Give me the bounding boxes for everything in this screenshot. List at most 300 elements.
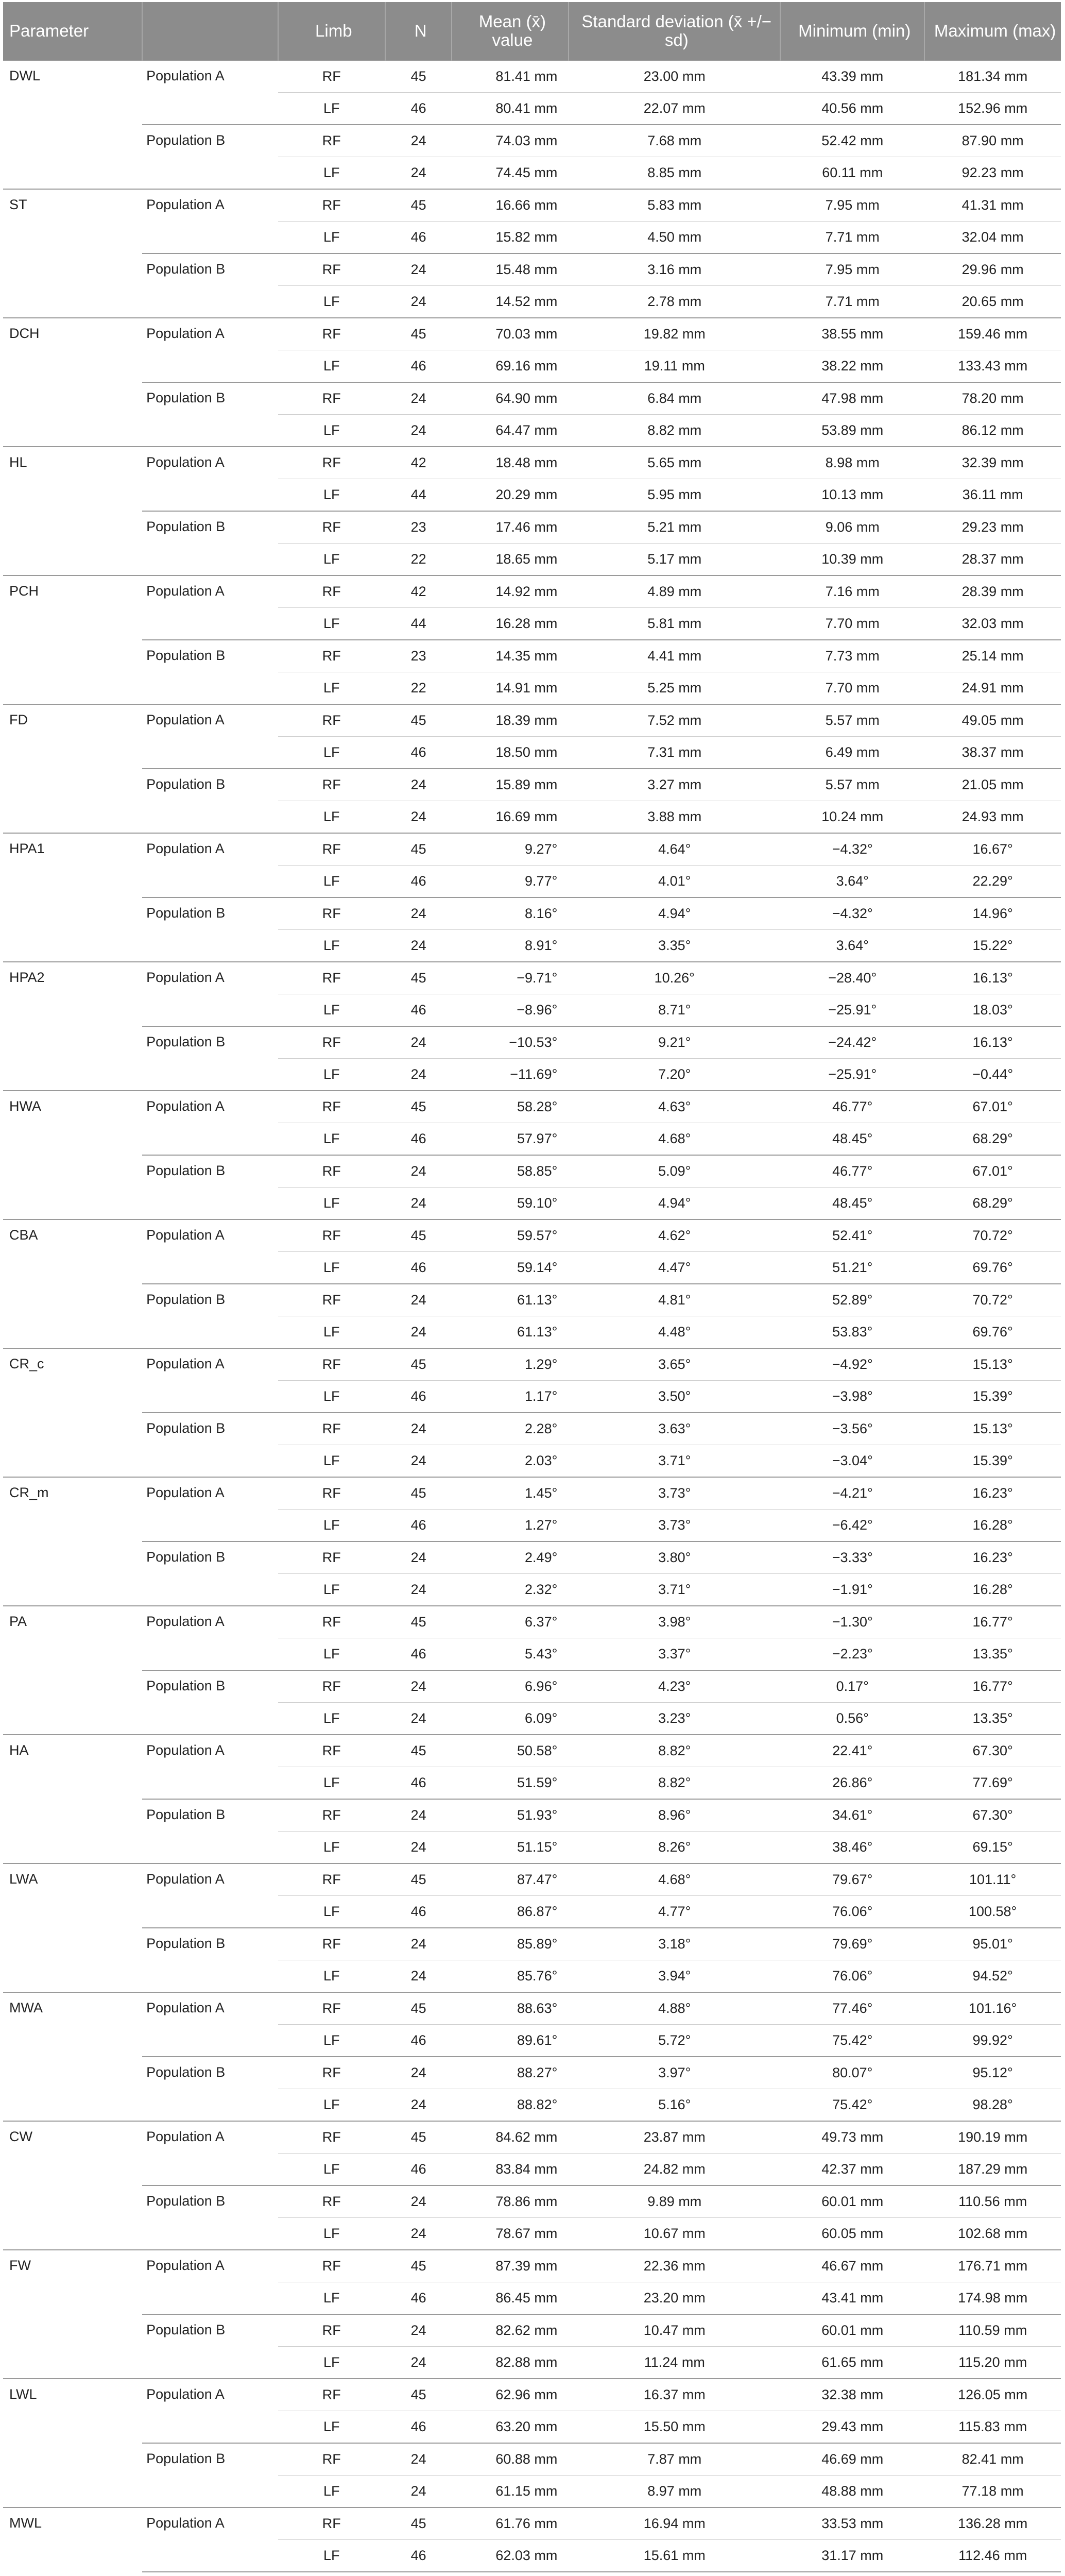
n-cell: 24 (385, 157, 452, 190)
max-cell: 152.96 mm (924, 93, 1061, 125)
mean-cell: 51.93° (452, 1799, 569, 1832)
population-cell: Population B (142, 1284, 278, 1348)
min-cell: 43.41 mm (780, 2282, 924, 2315)
mean-cell: 74.45 mm (452, 157, 569, 190)
limb-cell: RF (278, 897, 385, 930)
mean-cell: 14.35 mm (452, 640, 569, 672)
mean-cell: 85.89° (452, 1928, 569, 1960)
n-cell: 24 (385, 2057, 452, 2089)
n-cell: 24 (385, 1574, 452, 1606)
mean-cell: 61.13° (452, 1284, 569, 1316)
parameter-cell: HA (3, 1735, 142, 1863)
n-cell: 46 (385, 737, 452, 769)
min-cell: 7.71 mm (780, 286, 924, 318)
limb-cell: LF (278, 1703, 385, 1735)
n-cell: 46 (385, 866, 452, 898)
limb-cell: RF (278, 1735, 385, 1767)
mean-cell: 59.57° (452, 1219, 569, 1252)
table-row (3, 1992, 1061, 2025)
min-cell: 7.95 mm (780, 189, 924, 222)
population-cell: Population B (142, 1670, 278, 1735)
n-cell: 46 (385, 1252, 452, 1284)
max-cell: 94.52° (924, 1960, 1061, 1993)
min-cell: 48.45° (780, 1123, 924, 1156)
max-cell: 95.12° (924, 2057, 1061, 2089)
table-row (3, 1155, 1061, 1188)
limb-cell: RF (278, 1992, 385, 2025)
mean-cell: 57.97° (452, 1123, 569, 1156)
min-cell: 38.55 mm (780, 318, 924, 350)
min-cell: 10.39 mm (780, 544, 924, 576)
n-cell: 24 (385, 2218, 452, 2250)
parameter-cell: CW (3, 2121, 142, 2250)
min-cell: 33.53 mm (780, 2507, 924, 2540)
mean-cell: 2.28° (452, 1413, 569, 1445)
mean-cell: 59.10° (452, 1188, 569, 1220)
min-cell: 61.65 mm (780, 2347, 924, 2379)
n-cell: 45 (385, 1992, 452, 2025)
limb-cell: RF (278, 253, 385, 286)
n-cell: 24 (385, 2443, 452, 2476)
mean-cell: 1.27° (452, 1510, 569, 1542)
population-cell: Population A (142, 318, 278, 382)
min-cell: 60.05 mm (780, 2218, 924, 2250)
n-cell (385, 2572, 452, 2576)
sd-cell: 5.21 mm (569, 511, 780, 544)
sd-cell: 10.47 mm (569, 2314, 780, 2347)
sd-cell: 3.27 mm (569, 769, 780, 801)
n-cell: 22 (385, 672, 452, 705)
n-cell: 46 (385, 994, 452, 1027)
min-cell: 38.22 mm (780, 350, 924, 383)
max-cell: 32.04 mm (924, 222, 1061, 254)
population-cell: Population B (142, 1413, 278, 1477)
mean-cell: 61.76 mm (452, 2507, 569, 2540)
max-cell: 15.13° (924, 1348, 1061, 1381)
limb-cell: LF (278, 544, 385, 576)
parameter-cell: ST (3, 189, 142, 318)
max-cell: 86.12 mm (924, 415, 1061, 447)
max-cell: 115.83 mm (924, 2411, 1061, 2444)
max-cell: 24.93 mm (924, 801, 1061, 834)
limb-cell: LF (278, 1123, 385, 1156)
sd-cell: 9.21° (569, 1026, 780, 1059)
limb-cell: LF (278, 93, 385, 125)
max-cell: 78.20 mm (924, 382, 1061, 415)
mean-cell: 18.50 mm (452, 737, 569, 769)
n-cell: 42 (385, 575, 452, 608)
max-cell: 15.39° (924, 1381, 1061, 1413)
sd-cell: 4.68° (569, 1123, 780, 1156)
limb-cell: LF (278, 1188, 385, 1220)
sd-cell: 5.17 mm (569, 544, 780, 576)
min-cell: 10.24 mm (780, 801, 924, 834)
mean-cell: 15.48 mm (452, 253, 569, 286)
limb-cell: RF (278, 1091, 385, 1123)
n-cell: 24 (385, 1284, 452, 1316)
n-cell: 24 (385, 1670, 452, 1703)
sd-cell: 3.98° (569, 1606, 780, 1638)
n-cell: 24 (385, 286, 452, 318)
max-cell: 190.19 mm (924, 2121, 1061, 2154)
max-cell: 68.29° (924, 1188, 1061, 1220)
table-row (3, 2250, 1061, 2282)
population-cell (142, 2572, 278, 2576)
min-cell: 8.98 mm (780, 447, 924, 479)
max-cell: 29.23 mm (924, 511, 1061, 544)
table-row (3, 2057, 1061, 2089)
limb-cell: LF (278, 1316, 385, 1349)
max-cell: 15.39° (924, 1445, 1061, 1478)
max-cell: 99.92° (924, 2025, 1061, 2057)
table-row (3, 2507, 1061, 2540)
n-cell: 24 (385, 1155, 452, 1188)
n-cell: 24 (385, 2089, 452, 2122)
measurements-table (3, 2, 1061, 2576)
mean-cell: 89.61° (452, 2025, 569, 2057)
min-cell: 80.07° (780, 2057, 924, 2089)
sd-cell: 3.50° (569, 1381, 780, 1413)
limb-cell: LF (278, 608, 385, 640)
sd-cell: 8.96° (569, 1799, 780, 1832)
population-cell: Population A (142, 1219, 278, 1284)
parameter-cell: CBA (3, 1219, 142, 1348)
max-cell: 110.59 mm (924, 2314, 1061, 2347)
table-row (3, 125, 1061, 157)
population-cell: Population A (142, 2250, 278, 2314)
n-cell: 24 (385, 2185, 452, 2218)
parameter-cell: CR_m (3, 1477, 142, 1606)
limb-cell: RF (278, 2185, 385, 2218)
sd-cell: 4.68° (569, 1863, 780, 1896)
max-cell: 13.35° (924, 1638, 1061, 1671)
limb-cell: LF (278, 1574, 385, 1606)
n-cell: 46 (385, 2282, 452, 2315)
max-cell: 16.67° (924, 833, 1061, 866)
population-cell: Population B (142, 640, 278, 704)
min-cell: 7.16 mm (780, 575, 924, 608)
table-row (3, 769, 1061, 801)
population-cell: Population A (142, 2507, 278, 2572)
limb-cell: LF (278, 2154, 385, 2186)
n-cell: 24 (385, 1059, 452, 1091)
max-cell: 18.03° (924, 994, 1061, 1027)
max-cell: 77.69° (924, 1767, 1061, 1800)
min-cell: 48.45° (780, 1188, 924, 1220)
min-cell: −4.32° (780, 897, 924, 930)
sd-cell: 5.16° (569, 2089, 780, 2122)
limb-cell: LF (278, 1510, 385, 1542)
n-cell: 44 (385, 479, 452, 512)
population-cell: Population B (142, 897, 278, 962)
parameter-cell: HPA2 (3, 962, 142, 1091)
min-cell: 34.61° (780, 1799, 924, 1832)
limb-cell (278, 2572, 385, 2576)
parameter-cell: PCH (3, 575, 142, 704)
limb-cell: LF (278, 350, 385, 383)
min-cell: 46.69 mm (780, 2443, 924, 2476)
mean-cell: 85.76° (452, 1960, 569, 1993)
table-row (3, 2379, 1061, 2411)
mean-cell: 58.85° (452, 1155, 569, 1188)
n-cell: 24 (385, 801, 452, 834)
table-row (3, 2314, 1061, 2347)
limb-cell: RF (278, 1477, 385, 1510)
mean-cell: 14.92 mm (452, 575, 569, 608)
sd-cell: 4.23° (569, 1670, 780, 1703)
n-cell: 24 (385, 930, 452, 962)
limb-cell: LF (278, 222, 385, 254)
max-cell: 174.98 mm (924, 2282, 1061, 2315)
table-row (3, 1799, 1061, 1832)
n-cell: 45 (385, 2121, 452, 2154)
mean-cell: 87.47° (452, 1863, 569, 1896)
sd-cell: 23.87 mm (569, 2121, 780, 2154)
max-cell: 100.58° (924, 1896, 1061, 1928)
limb-cell: LF (278, 1638, 385, 1671)
max-cell: 133.43 mm (924, 350, 1061, 383)
sd-cell: 5.65 mm (569, 447, 780, 479)
population-cell: Population B (142, 382, 278, 447)
min-cell: 46.77° (780, 1155, 924, 1188)
mean-cell: 18.65 mm (452, 544, 569, 576)
max-cell: 110.56 mm (924, 2185, 1061, 2218)
sd-cell: 4.63° (569, 1091, 780, 1123)
table-row (3, 60, 1061, 93)
sd-cell: 4.94° (569, 1188, 780, 1220)
sd-cell: 16.94 mm (569, 2507, 780, 2540)
mean-cell: 2.03° (452, 1445, 569, 1478)
table-row (3, 189, 1061, 222)
limb-cell: RF (278, 2379, 385, 2411)
min-cell: −2.23° (780, 1638, 924, 1671)
population-cell: Population A (142, 1735, 278, 1799)
n-cell: 45 (385, 2379, 452, 2411)
max-cell: 16.13° (924, 962, 1061, 994)
n-cell: 46 (385, 1510, 452, 1542)
sd-cell: 3.16 mm (569, 253, 780, 286)
mean-cell: 88.82° (452, 2089, 569, 2122)
limb-cell: LF (278, 479, 385, 512)
mean-cell: 2.49° (452, 1541, 569, 1574)
population-cell: Population A (142, 189, 278, 253)
population-cell: Population A (142, 962, 278, 1026)
sd-cell: 8.82° (569, 1735, 780, 1767)
sd-cell: 3.63° (569, 1413, 780, 1445)
sd-cell: 23.00 mm (569, 60, 780, 93)
limb-cell: RF (278, 1219, 385, 1252)
sd-cell: 23.20 mm (569, 2282, 780, 2315)
header-sd: Standard deviation (x̄ +/− sd) (569, 2, 780, 60)
mean-cell: 87.39 mm (452, 2250, 569, 2282)
min-cell: −1.30° (780, 1606, 924, 1638)
n-cell: 45 (385, 1091, 452, 1123)
table-row (3, 1928, 1061, 1960)
limb-cell: RF (278, 2121, 385, 2154)
mean-cell: 51.15° (452, 1832, 569, 1864)
min-cell: 48.88 mm (780, 2476, 924, 2508)
max-cell: 126.05 mm (924, 2379, 1061, 2411)
sd-cell: 24.82 mm (569, 2154, 780, 2186)
table-row (3, 897, 1061, 930)
min-cell: 3.64° (780, 930, 924, 962)
parameter-cell: HWA (3, 1091, 142, 1219)
table-row (3, 1026, 1061, 1059)
population-cell: Population A (142, 2121, 278, 2185)
max-cell: 67.30° (924, 1799, 1061, 1832)
max-cell: 67.30° (924, 1735, 1061, 1767)
sd-cell: 2.78 mm (569, 286, 780, 318)
population-cell: Population A (142, 1348, 278, 1413)
limb-cell: RF (278, 2443, 385, 2476)
limb-cell: RF (278, 769, 385, 801)
limb-cell: RF (278, 318, 385, 350)
min-cell (780, 2572, 924, 2576)
mean-cell: 18.48 mm (452, 447, 569, 479)
mean-cell: 63.20 mm (452, 2411, 569, 2444)
max-cell: 14.96° (924, 897, 1061, 930)
mean-cell: 81.41 mm (452, 60, 569, 93)
n-cell: 24 (385, 1413, 452, 1445)
sd-cell: 4.41 mm (569, 640, 780, 672)
n-cell: 45 (385, 2507, 452, 2540)
population-cell: Population A (142, 1477, 278, 1541)
parameter-cell: PA (3, 1606, 142, 1735)
n-cell: 46 (385, 222, 452, 254)
sd-cell: 5.09° (569, 1155, 780, 1188)
n-cell: 23 (385, 640, 452, 672)
sd-cell: 19.11 mm (569, 350, 780, 383)
limb-cell: RF (278, 2250, 385, 2282)
limb-cell: RF (278, 1413, 385, 1445)
population-cell: Population A (142, 704, 278, 769)
min-cell: −25.91° (780, 994, 924, 1027)
table-row (3, 318, 1061, 350)
sd-cell: 4.48° (569, 1316, 780, 1349)
max-cell: 21.05 mm (924, 769, 1061, 801)
min-cell: −3.04° (780, 1445, 924, 1478)
mean-cell: 5.43° (452, 1638, 569, 1671)
mean-cell: 16.66 mm (452, 189, 569, 222)
max-cell: 112.46 mm (924, 2540, 1061, 2572)
min-cell: 29.43 mm (780, 2411, 924, 2444)
max-cell: 181.34 mm (924, 60, 1061, 93)
limb-cell: LF (278, 1767, 385, 1800)
max-cell: 159.46 mm (924, 318, 1061, 350)
max-cell: 29.96 mm (924, 253, 1061, 286)
sd-cell: 3.88 mm (569, 801, 780, 834)
limb-cell: RF (278, 1799, 385, 1832)
mean-cell: 83.84 mm (452, 2154, 569, 2186)
limb-cell: RF (278, 2507, 385, 2540)
mean-cell: 62.03 mm (452, 2540, 569, 2572)
limb-cell: RF (278, 1863, 385, 1896)
parameter-cell: LWA (3, 1863, 142, 1992)
mean-cell: 9.27° (452, 833, 569, 866)
n-cell: 45 (385, 60, 452, 93)
limb-cell: RF (278, 2314, 385, 2347)
limb-cell: LF (278, 2540, 385, 2572)
min-cell: 38.46° (780, 1832, 924, 1864)
limb-cell: LF (278, 2347, 385, 2379)
min-cell: 49.73 mm (780, 2121, 924, 2154)
max-cell: 92.23 mm (924, 157, 1061, 190)
min-cell: 79.67° (780, 1863, 924, 1896)
min-cell: 52.42 mm (780, 125, 924, 157)
n-cell: 22 (385, 544, 452, 576)
mean-cell: 70.03 mm (452, 318, 569, 350)
max-cell: 101.11° (924, 1863, 1061, 1896)
max-cell: 77.18 mm (924, 2476, 1061, 2508)
sd-cell: 8.26° (569, 1832, 780, 1864)
table-header-row (3, 2, 1061, 60)
mean-cell: 88.63° (452, 1992, 569, 2025)
table-row (3, 1413, 1061, 1445)
limb-cell: LF (278, 994, 385, 1027)
max-cell: 16.23° (924, 1541, 1061, 1574)
min-cell: 9.06 mm (780, 511, 924, 544)
sd-cell: 9.89 mm (569, 2185, 780, 2218)
min-cell: 52.41° (780, 1219, 924, 1252)
n-cell: 45 (385, 2250, 452, 2282)
sd-cell: 6.84 mm (569, 382, 780, 415)
min-cell: −28.40° (780, 962, 924, 994)
n-cell: 24 (385, 125, 452, 157)
mean-cell: 15.82 mm (452, 222, 569, 254)
header-max: Maximum (max) (924, 2, 1061, 60)
mean-cell: 1.29° (452, 1348, 569, 1381)
min-cell: 60.01 mm (780, 2185, 924, 2218)
n-cell: 24 (385, 1445, 452, 1478)
table-row (3, 1284, 1061, 1316)
table-row (3, 1670, 1061, 1703)
sd-cell: 3.73° (569, 1477, 780, 1510)
population-cell: Population B (142, 125, 278, 189)
table-row (3, 1091, 1061, 1123)
max-cell: 16.77° (924, 1606, 1061, 1638)
n-cell: 45 (385, 1219, 452, 1252)
limb-cell: RF (278, 962, 385, 994)
sd-cell: 4.81° (569, 1284, 780, 1316)
header-parameter: Parameter (3, 2, 142, 60)
max-cell: 28.37 mm (924, 544, 1061, 576)
min-cell: 79.69° (780, 1928, 924, 1960)
n-cell: 24 (385, 2314, 452, 2347)
table-row (3, 704, 1061, 737)
mean-cell: 9.77° (452, 866, 569, 898)
sd-cell: 4.50 mm (569, 222, 780, 254)
max-cell: 16.13° (924, 1026, 1061, 1059)
header-min: Minimum (min) (780, 2, 924, 60)
mean-cell: 16.28 mm (452, 608, 569, 640)
min-cell: 10.13 mm (780, 479, 924, 512)
table-row (3, 833, 1061, 866)
n-cell: 45 (385, 1606, 452, 1638)
sd-cell: 4.47° (569, 1252, 780, 1284)
parameter-cell: HPA1 (3, 833, 142, 962)
n-cell: 46 (385, 350, 452, 383)
limb-cell: LF (278, 286, 385, 318)
min-cell: 75.42° (780, 2025, 924, 2057)
limb-cell: RF (278, 382, 385, 415)
limb-cell: LF (278, 157, 385, 190)
n-cell: 45 (385, 704, 452, 737)
population-cell: Population B (142, 511, 278, 575)
population-cell: Population A (142, 833, 278, 897)
header-population (142, 2, 278, 60)
min-cell: 53.89 mm (780, 415, 924, 447)
n-cell: 45 (385, 1348, 452, 1381)
